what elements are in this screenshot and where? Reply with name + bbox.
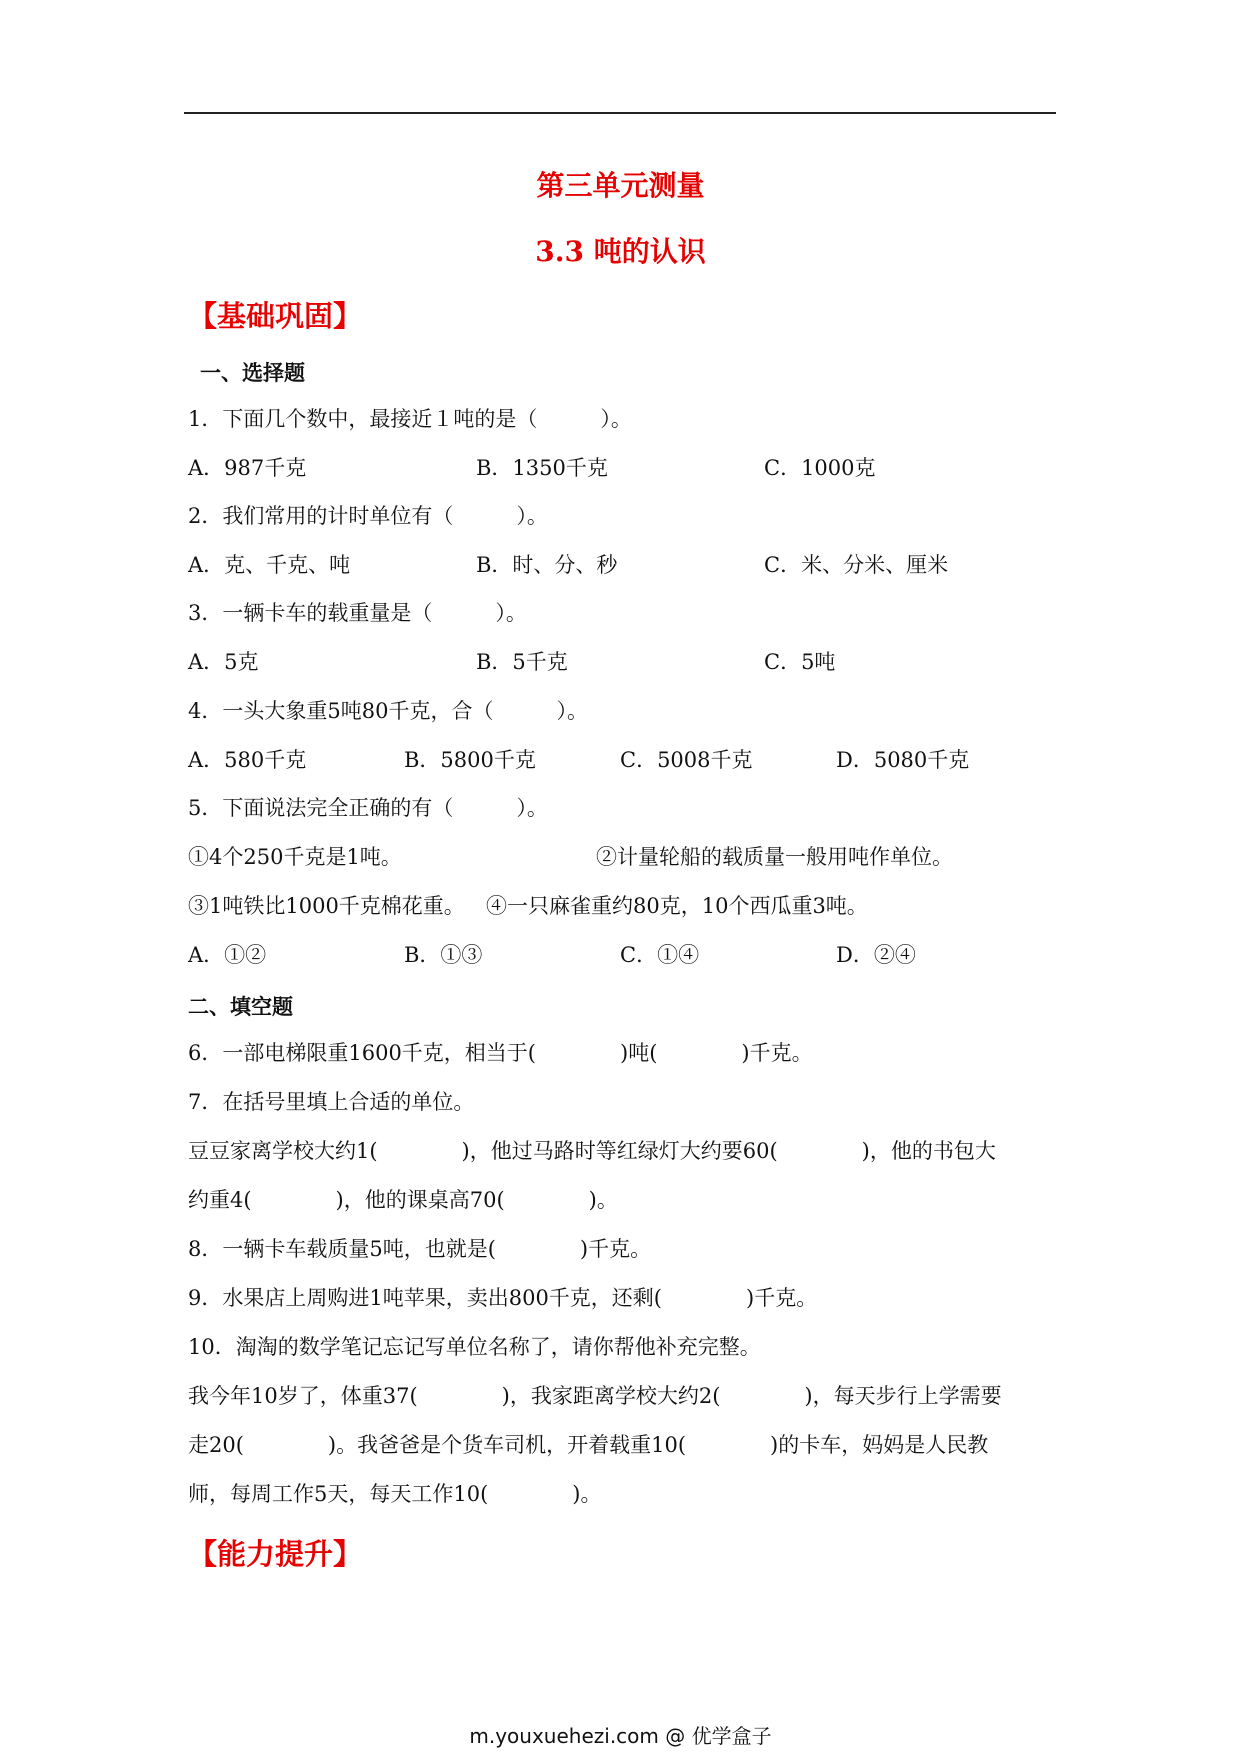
q2-option-b: B．时、分、秒 — [476, 553, 618, 577]
q3-option-b: B．5千克 — [476, 650, 568, 674]
q5-option-c: C．①④ — [620, 943, 700, 967]
question-10: 10．淘淘的数学笔记忘记写单位名称了，请你帮他补充完整。 — [188, 1335, 761, 1359]
question-2: 2．我们常用的计时单位有（ ）。 — [188, 504, 548, 528]
question-8: 8．一辆卡车载质量5吨，也就是( )千克。 — [188, 1237, 652, 1261]
page-subtitle: 3.3 吨的认识 — [535, 235, 706, 268]
question-6: 6．一部电梯限重1600千克，相当于( )吨( )千克。 — [188, 1041, 813, 1065]
question-1: 1．下面几个数中，最接近１吨的是（ ）。 — [188, 407, 632, 431]
page-title: 第三单元测量 — [536, 169, 705, 202]
q3-option-a: A．5克 — [188, 650, 259, 674]
q1-option-a: A．987千克 — [188, 456, 307, 480]
part-fill: 二、填空题 — [188, 994, 293, 1019]
question-4: 4．一头大象重5吨80千克，合（ ）。 — [188, 699, 588, 723]
q5-option-b: B．①③ — [404, 943, 483, 967]
question-7: 7．在括号里填上合适的单位。 — [188, 1090, 475, 1114]
question-7-line-1: 豆豆家离学校大约1( )，他过马路时等红绿灯大约要60( )，他的书包大 — [188, 1139, 996, 1163]
question-5: 5．下面说法完全正确的有（ ）。 — [188, 796, 548, 820]
q5-statement-4: ④一只麻雀重约80克，10个西瓜重3吨。 — [486, 894, 868, 918]
q4-option-d: D．5080千克 — [836, 748, 970, 772]
header-rule — [184, 112, 1056, 114]
q5-statement-3: ③1吨铁比1000千克棉花重。 — [188, 894, 465, 918]
question-3: 3．一辆卡车的载重量是（ ）。 — [188, 601, 527, 625]
section-basic: 【基础巩固】 — [188, 299, 363, 333]
question-9: 9．水果店上周购进1吨苹果，卖出800千克，还剩( )千克。 — [188, 1286, 818, 1310]
question-10-line-2: 走20( )。我爸爸是个货车司机，开着载重10( )的卡车，妈妈是人民教 — [188, 1433, 989, 1457]
q5-option-a: A．①② — [188, 943, 267, 967]
q1-option-c: C．1000克 — [764, 456, 876, 480]
q3-option-c: C．5吨 — [764, 650, 836, 674]
q1-option-b: B．1350千克 — [476, 456, 608, 480]
question-10-line-3: 师，每周工作5天，每天工作10( )。 — [188, 1482, 602, 1506]
q2-option-c: C．米、分米、厘米 — [764, 553, 949, 577]
section-advanced: 【能力提升】 — [188, 1537, 363, 1571]
part-choice: 一、选择题 — [200, 360, 305, 385]
footer-watermark: m.youxuehezi.com @ 优学盒子 — [469, 1724, 772, 1748]
q4-option-b: B．5800千克 — [404, 748, 536, 772]
q2-option-a: A．克、千克、吨 — [188, 553, 351, 577]
q5-option-d: D．②④ — [836, 943, 916, 967]
question-10-line-1: 我今年10岁了，体重37( )，我家距离学校大约2( )，每天步行上学需要 — [188, 1384, 1002, 1408]
q4-option-c: C．5008千克 — [620, 748, 753, 772]
q4-option-a: A．580千克 — [188, 748, 307, 772]
question-7-line-2: 约重4( )，他的课桌高70( )。 — [188, 1188, 618, 1212]
q5-statement-2: ②计量轮船的载质量一般用吨作单位。 — [596, 845, 953, 869]
q5-statement-1: ①4个250千克是1吨。 — [188, 845, 402, 869]
